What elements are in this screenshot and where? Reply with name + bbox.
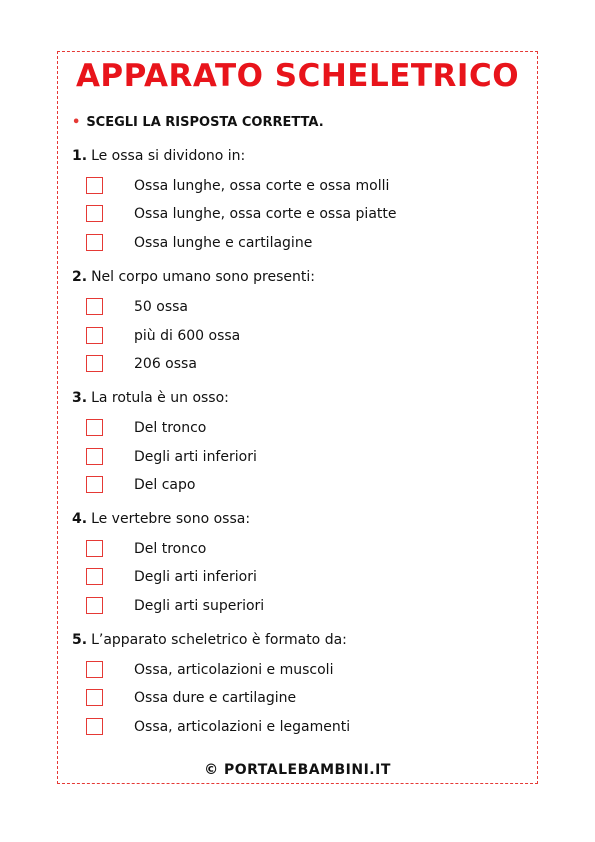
answer-checkbox[interactable] — [86, 689, 103, 706]
answer-checkbox[interactable] — [86, 661, 103, 678]
answer-checkbox[interactable] — [86, 234, 103, 251]
option-label: Degli arti inferiori — [134, 569, 257, 585]
question-text: L’apparato scheletrico è formato da: — [91, 632, 347, 648]
answer-checkbox[interactable] — [86, 419, 103, 436]
question-text: Le ossa si dividono in: — [91, 148, 246, 164]
option-label: 206 ossa — [134, 356, 197, 372]
option-label: Ossa dure e cartilagine — [134, 690, 297, 706]
question-number: 2. — [72, 269, 88, 285]
instruction-bullet: • — [72, 115, 81, 130]
question-3 — [72, 390, 229, 406]
answer-checkbox[interactable] — [86, 476, 103, 493]
option-label: più di 600 ossa — [134, 328, 241, 344]
option-label: Ossa, articolazioni e legamenti — [134, 719, 351, 735]
answer-checkbox[interactable] — [86, 718, 103, 735]
question-text: La rotula è un osso: — [91, 390, 229, 406]
question-number: 1. — [72, 148, 88, 164]
option-label: Del capo — [134, 477, 196, 493]
option-label: Ossa lunghe, ossa corte e ossa piatte — [134, 206, 397, 222]
answer-checkbox[interactable] — [86, 568, 103, 585]
option-label: Degli arti inferiori — [134, 449, 257, 465]
question-number: 3. — [72, 390, 88, 406]
question-2 — [72, 269, 315, 285]
option-label: Ossa, articolazioni e muscoli — [134, 662, 334, 678]
question-number: 4. — [72, 511, 88, 527]
question-5 — [72, 632, 347, 648]
copyright-footer: © PORTALEBAMBINI.IT — [204, 762, 391, 778]
answer-checkbox[interactable] — [86, 540, 103, 557]
answer-checkbox[interactable] — [86, 355, 103, 372]
option-label: Degli arti superiori — [134, 598, 265, 614]
question-text: Nel corpo umano sono presenti: — [91, 269, 315, 285]
option-label: Ossa lunghe, ossa corte e ossa molli — [134, 178, 390, 194]
answer-checkbox[interactable] — [86, 298, 103, 315]
answer-checkbox[interactable] — [86, 327, 103, 344]
question-1 — [72, 148, 245, 164]
question-text: Le vertebre sono ossa: — [91, 511, 251, 527]
question-4 — [72, 511, 250, 527]
option-label: Del tronco — [134, 541, 207, 557]
answer-checkbox[interactable] — [86, 448, 103, 465]
instruction-text: SCEGLI LA RISPOSTA CORRETTA. — [86, 115, 324, 130]
option-label: Ossa lunghe e cartilagine — [134, 235, 313, 251]
page-title: APPARATO SCHELETRICO — [75, 58, 520, 94]
question-number: 5. — [72, 632, 88, 648]
instruction — [72, 115, 324, 130]
answer-checkbox[interactable] — [86, 177, 103, 194]
answer-checkbox[interactable] — [86, 597, 103, 614]
option-label: 50 ossa — [134, 299, 188, 315]
option-label: Del tronco — [134, 420, 207, 436]
answer-checkbox[interactable] — [86, 205, 103, 222]
